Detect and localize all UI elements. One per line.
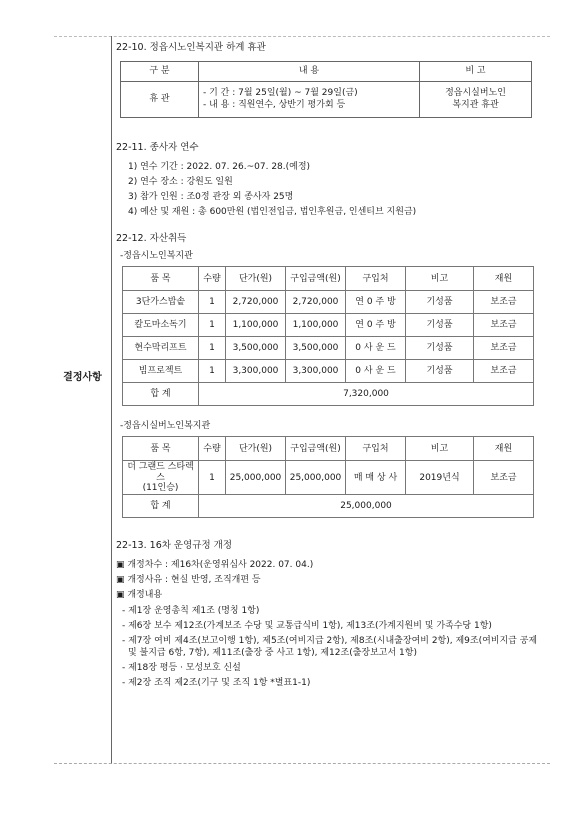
closure-table-header xyxy=(121,61,532,81)
closure-row-label: 휴 관 xyxy=(121,81,199,117)
main-content xyxy=(116,42,546,692)
list-item: 4) 예산 및 재원 : 총 600만원 (법인전입금, 법인후원금, 인센티브 지원금) xyxy=(128,207,417,218)
closure-period: - 기 간 : 7월 25일(월) ~ 7월 29일(금) xyxy=(203,88,358,99)
table-row: 더 그랜드 스타렉스 (11인승) 1 25,000,000 25,000,000 매 매 상 사 2019년식 보조금 xyxy=(123,461,534,495)
closure-note-line1: 정읍시실버노인 xyxy=(445,88,506,99)
closure-content: - 내 용 : 직원연수, 상반기 평가회 등 xyxy=(203,100,346,111)
assets-table-1 xyxy=(122,266,534,406)
document-sheet xyxy=(54,36,550,764)
total-row: 합 계 25,000,000 xyxy=(123,495,534,518)
total-value: 7,320,000 xyxy=(199,383,534,406)
closure-table xyxy=(120,61,532,118)
column-divider xyxy=(111,36,112,764)
col-vendor: 구입처 xyxy=(346,267,406,291)
assets-table-2-header: 품 목 수량 단가(원) 구입금액(원) 구입처 비고 재원 xyxy=(123,437,534,461)
training-list xyxy=(128,161,546,219)
table-row: 3단가스밥솥 1 2,720,000 2,720,000 연 0 주 방 기성품 보조금 xyxy=(123,291,534,314)
table-row: 칼도마소독기 1 1,100,000 1,100,000 연 0 주 방 기성품 보조금 xyxy=(123,314,534,337)
section-10-heading: 22-10. 정읍시노인복지관 하계 휴관 xyxy=(116,42,266,53)
col-item: 품 목 xyxy=(123,267,199,291)
section-13-heading: 22-13. 16차 운영규정 개정 xyxy=(116,540,233,552)
revision-line: ▣ 개정사유 : 현실 반영, 조직개편 등 xyxy=(116,575,261,586)
header-content: 내 용 xyxy=(199,61,420,81)
col-amount: 구입금액(원) xyxy=(286,267,346,291)
header-note: 비 고 xyxy=(420,61,532,81)
revision-line: - 제7장 여비 제4조(보고이행 1항), 제5조(여비지급 2항), 제8조(시내출장여비 2항), 제9조(여비지급 공제 및 불지급 6항, 7항), 제11조(출장 중 사고 1항), 제12조(출장보고서 1항) xyxy=(122,635,538,658)
assets-table-1-header xyxy=(123,267,534,291)
subheading-center1: -정읍시노인복지관 xyxy=(120,251,193,261)
subheading-center2: -정읍시실버노인복지관 xyxy=(120,421,211,432)
list-item: 3) 참가 인원 : 조0정 관장 외 종사자 25명 xyxy=(128,191,294,202)
section-11-heading: 22-11. 종사자 연수 xyxy=(116,141,199,153)
list-item: 2) 연수 장소 : 강원도 일원 xyxy=(128,176,233,187)
bottom-divider xyxy=(54,763,550,764)
revision-line: - 제18장 평등 · 모성보호 신설 xyxy=(122,663,241,674)
total-label: 합 계 xyxy=(123,383,199,406)
top-divider xyxy=(54,36,550,37)
closure-row xyxy=(121,81,532,117)
closure-details xyxy=(199,81,420,117)
closure-note xyxy=(420,81,532,117)
total-row xyxy=(123,383,534,406)
side-label: 결정사항 xyxy=(63,372,102,383)
col-qty: 수량 xyxy=(199,267,226,291)
revision-line: - 제1장 운영총칙 제1조 (명칭 1항) xyxy=(122,605,260,616)
table-row: 빔프로젝트 1 3,300,000 3,300,000 0 사 운 드 기성품 보조금 xyxy=(123,360,534,383)
section-12-heading: 22-12. 자산취득 xyxy=(116,233,187,245)
list-item: 1) 연수 기간 : 2022. 07. 26.~07. 28.(예정) xyxy=(128,161,311,172)
revision-line: - 제2장 조직 제2조(기구 및 조직 1항 *별표1-1) xyxy=(122,678,311,689)
col-fund: 재원 xyxy=(474,267,534,291)
col-note: 비고 xyxy=(406,267,474,291)
header-category: 구 분 xyxy=(121,61,199,81)
col-unit-price: 단가(원) xyxy=(226,267,286,291)
assets-table-2 xyxy=(122,436,534,518)
revision-line: - 제6장 보수 제12조(가계보조 수당 및 교통급식비 1항), 제13조(가계지원비 및 가족수당 1항) xyxy=(122,620,492,631)
regulation-revision xyxy=(116,559,546,689)
closure-note-line2: 복지관 휴관 xyxy=(452,100,499,111)
revision-line: ▣ 개정차수 : 제16차(운영위심사 2022. 07. 04.) xyxy=(116,560,314,571)
table-row: 현수막리프트 1 3,500,000 3,500,000 0 사 운 드 기성품 보조금 xyxy=(123,337,534,360)
revision-line: ▣ 개정내용 xyxy=(116,590,163,601)
